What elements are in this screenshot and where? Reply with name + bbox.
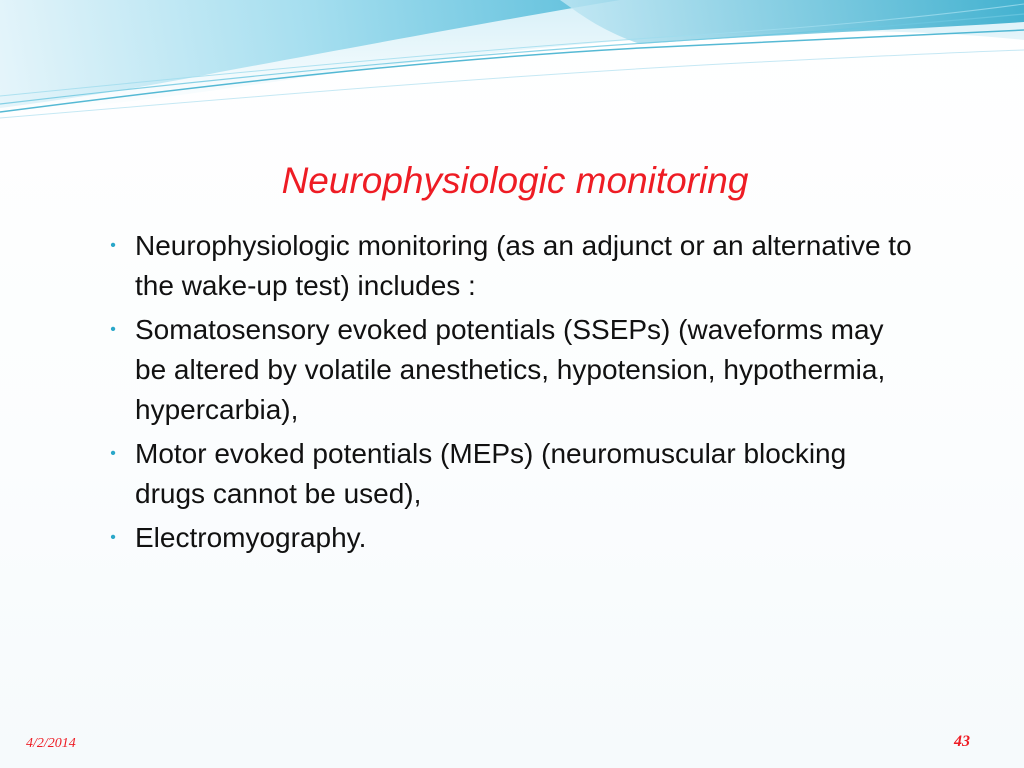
bullet-text: Somatosensory evoked potentials (SSEPs) (waveforms may be altered by volatile anesthetics, hypotension, hypothermia, hypercarbia), (135, 314, 886, 425)
bullet-dot-icon: • (110, 529, 116, 546)
bullet-list (100, 226, 920, 562)
footer-date: 4/2/2014 (26, 736, 76, 751)
bullet-item (100, 434, 920, 514)
page-number: 43 (954, 733, 970, 750)
bullet-dot-icon: • (110, 237, 116, 254)
bullet-text: Electromyography. (135, 522, 367, 553)
bullet-text: Motor evoked potentials (MEPs) (neuromuscular blocking drugs cannot be used), (135, 438, 847, 509)
wave-right (560, 0, 1024, 44)
bullet-item (100, 226, 920, 306)
bullet-text: Neurophysiologic monitoring (as an adjunct or an alternative to the wake-up test) includes : (135, 230, 912, 301)
bullet-item (100, 310, 920, 430)
bullet-dot-icon: • (110, 445, 116, 462)
bullet-dot-icon: • (110, 321, 116, 338)
bullet-item (100, 518, 920, 558)
slide-title: Neurophysiologic monitoring (281, 160, 749, 201)
header-wave-decoration (0, 0, 1024, 130)
